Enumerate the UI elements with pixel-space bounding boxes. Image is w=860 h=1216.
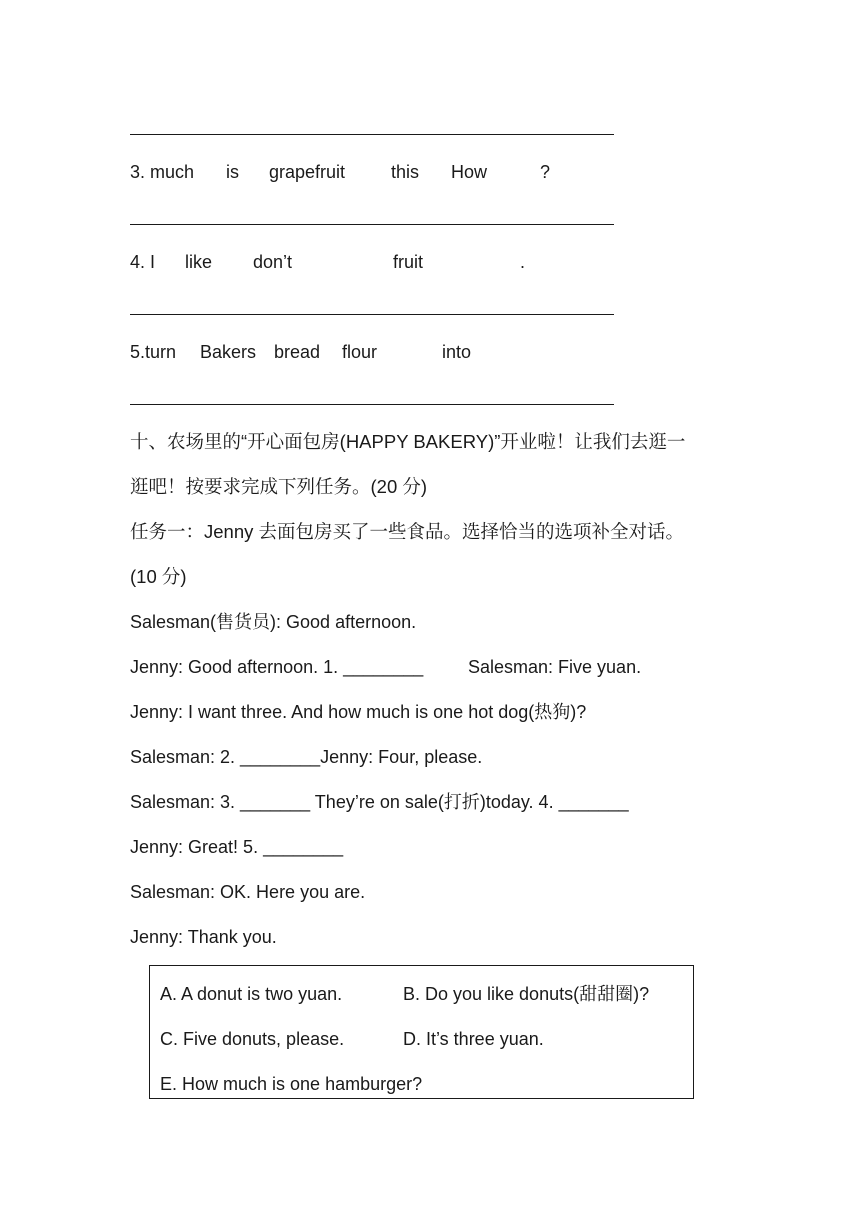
option-d: D. It’s three yuan.	[403, 1029, 544, 1049]
section-heading-line-1: 十、农场里的“开心面包房(HAPPY BAKERY)”开业啦！让我们去逛一	[130, 431, 686, 452]
q4-word-2: like	[185, 252, 213, 272]
q4-word-1: 4. I	[130, 252, 156, 272]
dialogue-line: Salesman: 2. ________Jenny: Four, please.	[130, 747, 483, 767]
q3-word-5: How	[451, 162, 488, 182]
task1-instruction-line-1: 任务一：Jenny 去面包房买了一些食品。选择恰当的选项补全对话。	[130, 521, 685, 542]
option-b: B. Do you like donuts(甜甜圈)?	[403, 984, 650, 1004]
dialogue-line: Salesman: 3. _______ They’re on sale(打折)today. 4. _______	[130, 792, 629, 812]
answer-line-3[interactable]	[130, 224, 614, 225]
task1-instruction-line-2: (10 分)	[130, 566, 187, 587]
dialogue-line: Jenny: Thank you.	[130, 927, 277, 947]
option-e: E. How much is one hamburger?	[160, 1074, 423, 1094]
dialogue-line: Salesman: OK. Here you are.	[130, 882, 366, 902]
q4-word-5: .	[520, 252, 526, 272]
dialogue-line: Jenny: Great! 5. ________	[130, 837, 344, 857]
q5-word-1: 5.turn	[130, 342, 177, 362]
q3-word-6: ?	[540, 162, 551, 182]
q5-word-4: flour	[342, 342, 378, 362]
dialogue-line: Jenny: Good afternoon. 1. ________	[130, 657, 424, 677]
q4-word-4: fruit	[393, 252, 424, 272]
answer-line-4[interactable]	[130, 314, 614, 315]
section-heading-line-2: 逛吧！按要求完成下列任务。(20 分)	[130, 476, 428, 497]
q3-word-1: 3. much	[130, 162, 195, 182]
option-a: A. A donut is two yuan.	[160, 984, 343, 1004]
q5-word-3: bread	[274, 342, 321, 362]
dialogue-line: Jenny: I want three. And how much is one hot dog(热狗)?	[130, 702, 587, 722]
q5-word-2: Bakers	[200, 342, 257, 362]
q3-word-4: this	[391, 162, 420, 182]
dialogue-line: Salesman(售货员): Good afternoon.	[130, 612, 417, 632]
q3-word-3: grapefruit	[269, 162, 346, 182]
answer-line-5[interactable]	[130, 404, 614, 405]
answer-line-2[interactable]	[130, 134, 614, 135]
option-c: C. Five donuts, please.	[160, 1029, 345, 1049]
dialogue-line: Salesman: Five yuan.	[468, 657, 642, 677]
q5-word-5: into	[442, 342, 472, 362]
q3-word-2: is	[226, 162, 239, 182]
q4-word-3: don’t	[253, 252, 293, 272]
